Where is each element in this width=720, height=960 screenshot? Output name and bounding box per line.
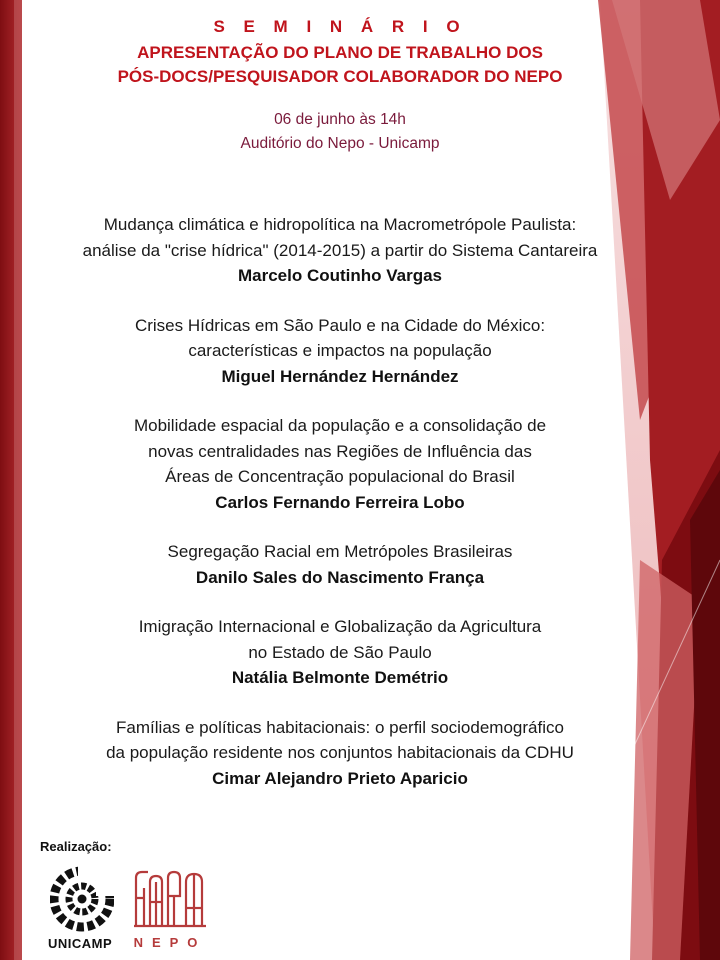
seminar-label: S E M I N Á R I O bbox=[213, 17, 467, 36]
talk-title-line: Mobilidade espacial da população e a consolidação de bbox=[133, 416, 547, 435]
talk-author: Carlos Fernando Ferreira Lobo bbox=[215, 492, 465, 512]
talk-title-line: Crises Hídricas em São Paulo e na Cidade do México: bbox=[134, 315, 546, 335]
organizer-label: Realização: bbox=[40, 839, 112, 854]
talk-title-line: Famílias e políticas habitacionais: o perfil sociodemográfico bbox=[116, 717, 564, 737]
talk-title-line: Mudança climática e hidropolítica na Macrometrópole Paulista: bbox=[103, 215, 577, 234]
left-stripe-shade bbox=[14, 0, 22, 960]
talk-item bbox=[40, 313, 640, 390]
talk-title-line: Imigração Internacional e Globalização da Agricultura bbox=[138, 617, 542, 636]
talk-list bbox=[40, 212, 640, 815]
talk-author: Natália Belmonte Demétrio bbox=[231, 668, 449, 687]
talk-title-line: características e impactos na população bbox=[188, 341, 492, 360]
talk-author: Marcelo Coutinho Vargas bbox=[237, 266, 443, 285]
talk-author: Miguel Hernández Hernández bbox=[221, 366, 459, 386]
unicamp-logo-icon bbox=[50, 866, 114, 932]
talk-title-line: novas centralidades nas Regiões de Influência das bbox=[148, 441, 532, 461]
talk-item bbox=[40, 539, 640, 590]
talk-title-line: da população residente nos conjuntos habitacionais da CDHU bbox=[106, 743, 574, 762]
talk-author: Cimar Alejandro Prieto Aparicio bbox=[212, 768, 468, 788]
unicamp-logo-text: UNICAMP bbox=[48, 936, 113, 951]
nepo-logo-text: NEPO bbox=[133, 935, 207, 950]
seminar-title-line2: PÓS-DOCS/PESQUISADOR COLABORADOR DO NEPO bbox=[117, 67, 563, 86]
talk-item bbox=[40, 614, 640, 691]
talk-item bbox=[40, 715, 640, 792]
talk-item bbox=[40, 212, 640, 289]
nepo-logo-icon bbox=[132, 868, 208, 930]
talk-title-line: análise da "crise hídrica" (2014-2015) a partir do Sistema Cantareira bbox=[82, 240, 598, 260]
talk-title-line: Áreas de Concentração populacional do Brasil bbox=[165, 467, 515, 486]
event-date: 06 de junho às 14h bbox=[274, 111, 406, 128]
event-venue: Auditório do Nepo - Unicamp bbox=[240, 135, 440, 152]
seminar-title-line1: APRESENTAÇÃO DO PLANO DE TRABALHO DOS bbox=[137, 43, 543, 62]
talk-title-line: no Estado de São Paulo bbox=[248, 642, 432, 662]
talk-title-line: Segregação Racial em Metrópoles Brasileiras bbox=[167, 542, 513, 561]
talk-author: Danilo Sales do Nascimento França bbox=[195, 567, 485, 587]
talk-item bbox=[40, 413, 640, 515]
